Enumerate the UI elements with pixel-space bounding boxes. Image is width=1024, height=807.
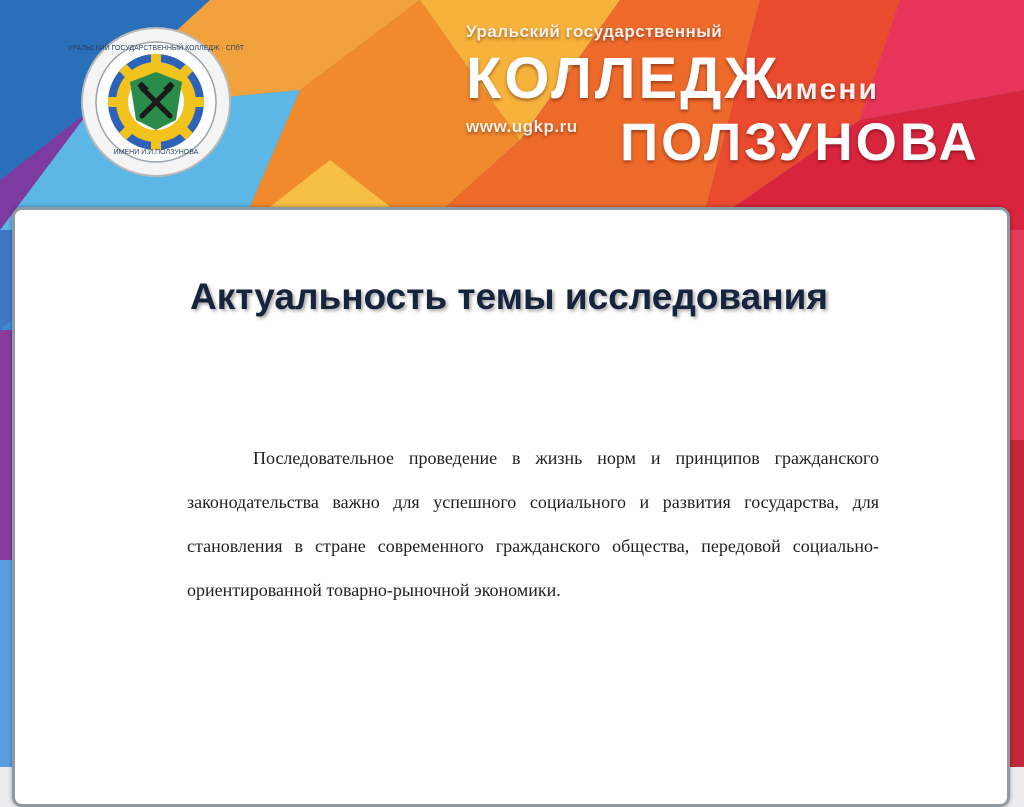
brand-subtitle: Уральский государственный: [466, 22, 723, 41]
slide-body-text: Последовательное проведение в жизнь норм и принципов гражданского законодательства важно для успешного социального и развития государства, для становления в стране современного гражданского общества, передовой социально-ориентированной товарно-рыночной экономики.: [187, 448, 879, 600]
svg-text:УРАЛЬСКИЙ ГОСУДАРСТВЕННЫЙ КОЛЛ: УРАЛЬСКИЙ ГОСУДАРСТВЕННЫЙ КОЛЛЕДЖ · СПбТ: [67, 45, 245, 52]
slide-title: Актуальность темы исследования: [190, 276, 828, 317]
brand-url: www.ugkp.ru: [466, 117, 578, 136]
brand-main-title: КОЛЛЕДЖ: [466, 46, 780, 111]
brand-name: ПОЛЗУНОВА: [620, 113, 980, 172]
svg-text:ИМЕНИ И.И.ПОЛЗУНОВА: ИМЕНИ И.И.ПОЛЗУНОВА: [113, 149, 199, 156]
brand-imeni: имени: [775, 73, 879, 106]
college-brand-header: [0, 0, 1024, 200]
